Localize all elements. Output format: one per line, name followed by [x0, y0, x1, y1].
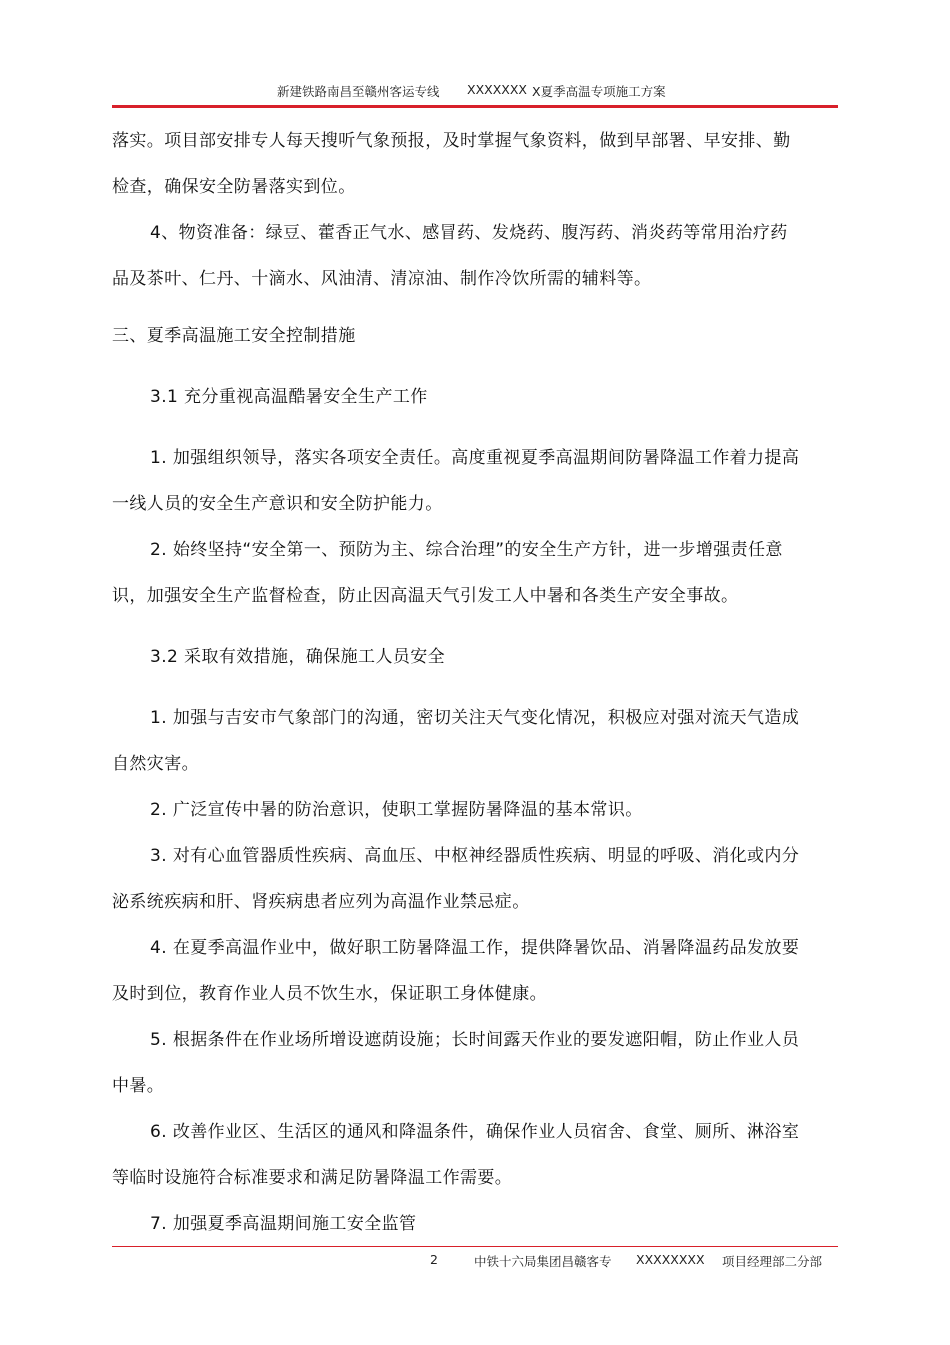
subsection-heading-3-1: 3.1 充分重视高温酷暑安全生产工作 — [150, 387, 428, 407]
list-item-3-2-5: 5. 根据条件在作业场所增设遮荫设施；长时间露天作业的要发遮阳帽，防止作业人员中暑。 — [112, 1030, 800, 1096]
list-item-3-2-7: 7. 加强夏季高温期间施工安全监管 — [150, 1214, 417, 1234]
list-item-3-1-1: 1. 加强组织领导，落实各项安全责任。高度重视夏季高温期间防暑降温工作着力提高一线人员的安全生产意识和安全防护能力。 — [112, 448, 800, 514]
page-footer — [112, 1250, 838, 1270]
header-document-title: X夏季高温专项施工方案 — [532, 84, 666, 99]
document-body — [112, 118, 802, 1247]
paragraph-continuation: 落实。项目部安排专人每天搜听气象预报，及时掌握气象资料，做到早部署、早安排、勤检查，确保安全防暑落实到位。 — [112, 131, 791, 197]
header-rule — [112, 105, 838, 108]
list-item-3-2-4: 4. 在夏季高温作业中，做好职工防暑降温工作，提供降暑饮品、消暑降温药品发放要及时到位，教育作业人员不饮生水，保证职工身体健康。 — [112, 938, 800, 1004]
list-item-3-2-3: 3. 对有心血管器质性疾病、高血压、中枢神经器质性疾病、明显的呼吸、消化或内分泌系统疾病和肝、肾疾病患者应列为高温作业禁忌症。 — [112, 846, 800, 912]
section-heading-3: 三、夏季高温施工安全控制措施 — [112, 326, 356, 346]
list-item-3-1-2: 2. 始终坚持“安全第一、预防为主、综合治理”的安全生产方针，进一步增强责任意识，加强安全生产监督检查，防止因高温天气引发工人中暑和各类生产安全事故。 — [112, 540, 783, 606]
header-project-name: 新建铁路南昌至赣州客运专线 — [277, 84, 440, 99]
footer-code: XXXXXXXX — [636, 1252, 705, 1267]
list-item-3-2-6: 6. 改善作业区、生活区的通风和降温条件，确保作业人员宿舍、食堂、厕所、淋浴室等临时设施符合标准要求和满足防暑降温工作需要。 — [112, 1122, 800, 1188]
list-item-3-2-1: 1. 加强与吉安市气象部门的沟通，密切关注天气变化情况，积极应对强对流天气造成自然灾害。 — [112, 708, 800, 774]
footer-rule — [112, 1246, 838, 1247]
page-number: 2 — [430, 1252, 438, 1267]
paragraph-materials: 4、物资准备：绿豆、藿香正气水、感冒药、发烧药、腹泻药、消炎药等常用治疗药品及茶叶、仁丹、十滴水、风油清、清凉油、制作冷饮所需的辅料等。 — [112, 223, 788, 289]
page-header — [112, 78, 838, 104]
header-code: XXXXXXX — [467, 82, 527, 97]
footer-department: 项目经理部二分部 — [722, 1254, 823, 1269]
list-item-3-2-2: 2. 广泛宣传中暑的防治意识，使职工掌握防暑降温的基本常识。 — [150, 800, 643, 820]
subsection-heading-3-2: 3.2 采取有效措施，确保施工人员安全 — [150, 647, 446, 667]
footer-organization: 中铁十六局集团昌赣客专 — [474, 1254, 612, 1269]
